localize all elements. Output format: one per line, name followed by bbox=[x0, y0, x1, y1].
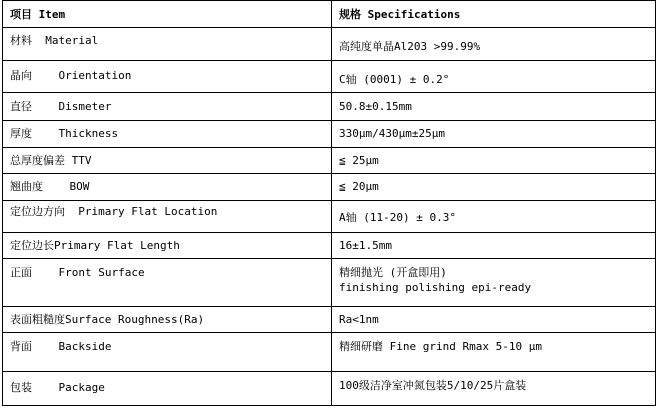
spec-orientation: C轴 (0001) ± 0.2° bbox=[339, 73, 450, 86]
item-package: 包装 Package bbox=[10, 381, 105, 394]
item-thickness: 厚度 Thickness bbox=[10, 127, 119, 140]
table-row bbox=[3, 148, 656, 174]
table-row bbox=[3, 201, 656, 233]
spec-front-surface: 精细抛光 (开盒即用) bbox=[339, 266, 447, 279]
table-row bbox=[3, 307, 656, 333]
specifications-table bbox=[2, 0, 656, 406]
spec-diameter: 50.8±0.15mm bbox=[339, 100, 412, 113]
table-row bbox=[3, 259, 656, 307]
spec-thickness: 330μm/430μm±25μm bbox=[339, 127, 445, 140]
spec-material: 高纯度单晶Al203 >99.99% bbox=[339, 40, 481, 53]
table-row bbox=[3, 372, 656, 406]
table-header-row bbox=[3, 1, 656, 28]
spec-package: 100级洁净室冲氮包装5/10/25片盒装 bbox=[339, 379, 527, 392]
spec-front-surface-line2: finishing polishing epi-ready bbox=[339, 281, 532, 294]
table-row bbox=[3, 93, 656, 121]
spec-primary-flat-length: 16±1.5mm bbox=[339, 239, 393, 252]
item-primary-flat-length: 定位边长Primary Flat Length bbox=[10, 239, 180, 252]
table-row bbox=[3, 233, 656, 259]
item-primary-flat-location: 定位边方向 Primary Flat Location bbox=[10, 205, 218, 218]
table-row bbox=[3, 61, 656, 93]
table-row bbox=[3, 174, 656, 201]
item-orientation: 晶向 Orientation bbox=[10, 69, 132, 82]
table-row bbox=[3, 333, 656, 372]
item-backside: 背面 Backside bbox=[10, 340, 112, 353]
spec-primary-flat-location: A轴 (11-20) ± 0.3° bbox=[339, 211, 456, 224]
item-diameter: 直径 Dismeter bbox=[10, 100, 112, 113]
header-item: 项目 Item bbox=[3, 1, 332, 28]
item-ttv: 总厚度偏差 TTV bbox=[10, 154, 92, 167]
spec-backside: 精细研磨 Fine grind Rmax 5-10 μm bbox=[339, 340, 542, 353]
header-specifications: 规格 Specifications bbox=[332, 1, 656, 28]
table-row bbox=[3, 121, 656, 148]
item-front-surface: 正面 Front Surface bbox=[10, 266, 145, 279]
table-row bbox=[3, 28, 656, 61]
item-bow: 翘曲度 BOW bbox=[10, 180, 90, 193]
item-material: 材料 Material bbox=[10, 34, 99, 47]
spec-surface-roughness: Ra<1nm bbox=[339, 313, 379, 326]
spec-bow: ≦ 20μm bbox=[339, 180, 379, 193]
spec-ttv: ≦ 25μm bbox=[339, 154, 379, 167]
item-surface-roughness: 表面粗糙度Surface Roughness(Ra) bbox=[10, 313, 205, 326]
